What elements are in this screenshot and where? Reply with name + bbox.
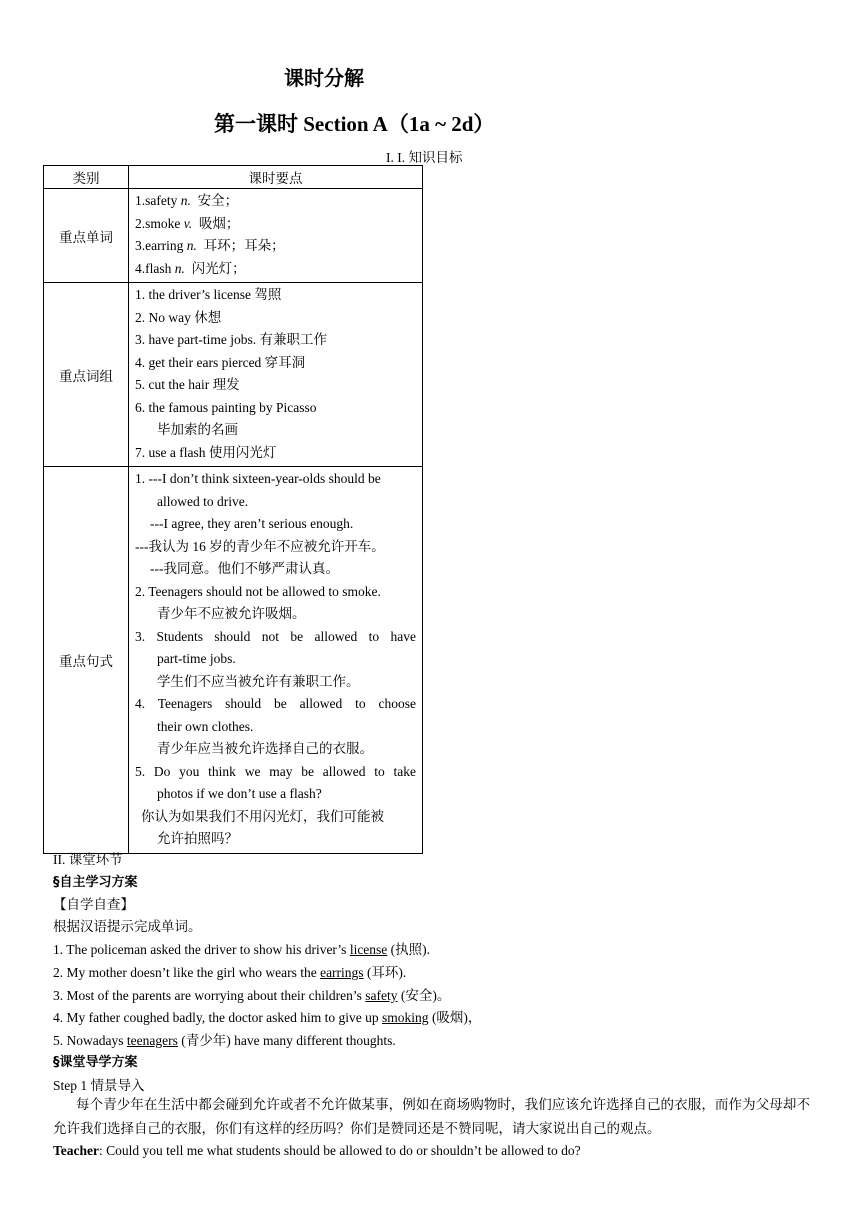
- sentence-translation: 青少年应当被允许选择自己的衣服。: [157, 741, 373, 756]
- table-row-words: [44, 189, 423, 283]
- teacher-line: [53, 1143, 581, 1159]
- sentence-line: their own clothes.: [157, 718, 254, 734]
- sentence-line: photos if we don’t use a flash?: [157, 786, 322, 801]
- row-category: 重点词组: [44, 283, 129, 467]
- header-category: 类别: [44, 166, 129, 189]
- page-title: 课时分解: [284, 66, 364, 90]
- exercise-item: 3. Most of the parents are worrying about their children’s safety (安全)。: [53, 988, 451, 1003]
- phrase-item: 5. cut the hair 理发: [135, 377, 240, 392]
- knowledge-table: [43, 165, 423, 854]
- sentence-translation: 学生们不应当被允许有兼职工作。: [157, 673, 360, 689]
- heading-self-check: 【自学自查】: [53, 897, 134, 912]
- lesson-subtitle: 第一课时 Section A（1a ~ 2d）: [214, 112, 495, 136]
- instruction-text: 根据汉语提示完成单词。: [53, 919, 202, 934]
- answer-word: safety: [365, 988, 398, 1003]
- phrase-translation: 毕加索的名画: [157, 422, 238, 437]
- heading-self-study: §自主学习方案: [53, 875, 138, 890]
- row-content: [129, 283, 423, 467]
- word-item: 3.earring n. 耳环；耳朵；: [135, 238, 285, 253]
- answer-word: smoking: [382, 1010, 429, 1025]
- row-content: [129, 467, 423, 854]
- word-item: 1.safety n. 安全；: [135, 193, 239, 208]
- row-content: [129, 189, 423, 283]
- word-item: 2.smoke v. 吸烟；: [135, 215, 240, 231]
- sentence-line: 3. Students should not be allowed to have: [135, 628, 416, 644]
- exercise-item: 2. My mother doesn’t like the girl who wears the earrings (耳环).: [53, 965, 407, 980]
- row-category: 重点单词: [44, 189, 129, 283]
- sentence-translation: ---我认为 16 岁的青少年不应被允许开车。: [135, 538, 385, 554]
- sentence-translation: 青少年不应被允许吸烟。: [157, 606, 306, 621]
- exercise-item: 4. My father coughed badly, the doctor asked him to give up smoking (吸烟)，: [53, 1010, 482, 1025]
- table-row-phrases: [44, 283, 423, 467]
- table-header-row: [44, 166, 423, 189]
- exercise-item: 1. The policeman asked the driver to show his driver’s license (执照).: [53, 942, 431, 957]
- section-classroom: II. 课堂环节: [53, 852, 123, 867]
- heading-class-guide: §课堂导学方案: [53, 1055, 138, 1070]
- sentence-line: 1. ---I don’t think sixteen-year-olds should be: [135, 471, 381, 486]
- header-points: 课时要点: [129, 166, 423, 189]
- sentence-translation: 允许拍照吗？: [157, 831, 238, 846]
- sentence-line: part-time jobs.: [157, 651, 236, 666]
- intro-paragraph: 每个青少年在生活中都会碰到允许或者不允许做某事，例如在商场购物时，我们应该允许选择自己的衣服，而作为父母却不允许我们选择自己的衣服，你们有这样的经历吗？你们是赞同还是不赞同呢，请大家说出自己的观点。: [53, 1097, 810, 1136]
- table-row-sentences: [44, 467, 423, 854]
- sentence-line: 2. Teenagers should not be allowed to smoke.: [135, 583, 381, 599]
- row-category: 重点句式: [44, 467, 129, 854]
- phrase-item: 6. the famous painting by Picasso: [135, 399, 317, 415]
- answer-word: teenagers: [126, 1033, 178, 1048]
- sentence-line: 5. Do you think we may be allowed to take: [135, 763, 416, 779]
- exercise-item: 5. Nowadays teenagers (青少年) have many different thoughts.: [53, 1033, 396, 1048]
- sentence-translation: ---我同意。他们不够严肃认真。: [150, 561, 339, 576]
- step-heading: Step 1 情景导入: [53, 1078, 145, 1093]
- teacher-label: Teacher: [53, 1143, 99, 1158]
- teacher-text: : Could you tell me what students should be allowed to do or shouldn’t be allowed to do?: [99, 1143, 581, 1158]
- section-knowledge-goals: I. I. 知识目标: [386, 150, 463, 165]
- word-item: 4.flash n. 闪光灯；: [135, 260, 246, 276]
- sentence-line: ---I agree, they aren’t serious enough.: [150, 516, 354, 531]
- sentence-line: 4. Teenagers should be allowed to choose: [135, 696, 416, 711]
- sentence-line: allowed to drive.: [157, 493, 249, 509]
- sentence-translation: 你认为如果我们不用闪光灯，我们可能被: [141, 808, 384, 824]
- phrase-item: 3. have part-time jobs. 有兼职工作: [135, 332, 327, 347]
- phrase-item: 7. use a flash 使用闪光灯: [135, 444, 277, 460]
- answer-word: earrings: [320, 965, 364, 980]
- phrase-item: 1. the driver’s license 驾照: [135, 287, 282, 302]
- phrase-item: 4. get their ears pierced 穿耳洞: [135, 354, 306, 370]
- phrase-item: 2. No way 休想: [135, 309, 222, 325]
- answer-word: license: [349, 942, 388, 957]
